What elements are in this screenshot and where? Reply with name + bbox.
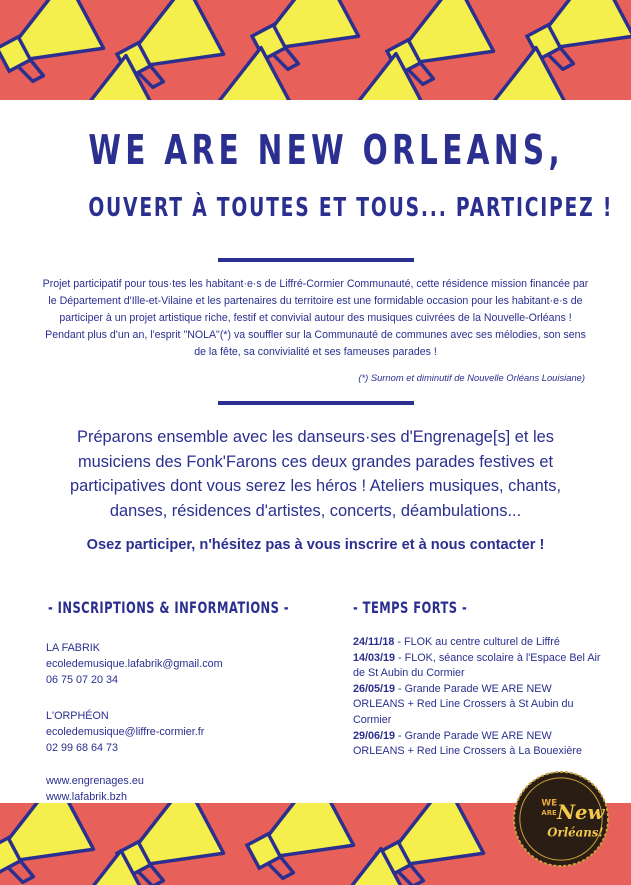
- inscriptions-title: - INSCRIPTIONS & INFORMATIONS -: [48, 598, 290, 617]
- svg-text:WE: WE: [541, 798, 558, 809]
- we-are-new-orleans-logo: [512, 770, 610, 868]
- svg-text:ARE: ARE: [541, 809, 557, 818]
- intro-paragraph: Projet participatif pour tous·tes les habitant·e·s de Liffré-Cormier Communauté, cette résidence mission financée par le Département d'Ille-et-Vilaine et les partenaires du territoire est une formidable occasion pour les habitant·e·s de participer à un projet artistique riche, festif et convivial autour des musiques cuivrées de la Nouvelle-Orléans ! Pendant plus d'un an, l'esprit "NOLA"(*) va souffler sur la Communauté de communes avec ses mélodies, son sens de la fête, sa convivialité et ses fameuses parades !: [42, 278, 589, 358]
- event-item: [353, 729, 601, 760]
- event-date: 26/05/19: [353, 682, 396, 695]
- page-subtitle: OUVERT À TOUTES ET TOUS... PARTICIPEZ !: [88, 193, 614, 223]
- website-link[interactable]: www.engrenages.eu: [46, 775, 144, 787]
- temps-forts-title: - TEMPS FORTS -: [353, 598, 468, 617]
- event-text: - FLOK au centre culturel de Liffré: [394, 636, 560, 648]
- event-date: 14/03/19: [353, 651, 396, 664]
- org-name: L'ORPHÉON: [46, 710, 109, 722]
- event-text: - FLOK, séance scolaire à l'Espace Bel Air de St Aubin du Cormier: [353, 651, 601, 680]
- svg-text:New: New: [557, 801, 605, 824]
- contact-info: [46, 640, 306, 805]
- page-title: WE ARE NEW ORLEANS,: [88, 126, 564, 174]
- divider: [218, 258, 414, 262]
- event-item: [353, 635, 601, 651]
- event-date: 29/06/19: [353, 729, 396, 742]
- main-paragraph: Préparons ensemble avec les danseurs·ses d'Engrenage[s] et les musiciens des Fonk'Farons ces deux grandes parades festives et participatives dont vous serez les héros ! Ateliers musiques, chants, danses, résidences d'artistes, concerts, déambulations...: [69, 428, 562, 520]
- events-list: [353, 635, 601, 760]
- email-link[interactable]: ecoledemusique@liffre-cormier.fr: [46, 726, 205, 738]
- megaphone-pattern-top: [0, 0, 631, 100]
- org-name: LA FABRIK: [46, 642, 101, 654]
- divider: [218, 401, 414, 405]
- footnote: (*) Surnom et diminutif de Nouvelle Orléans Louisiane): [358, 372, 585, 383]
- top-megaphone-band: [0, 0, 631, 100]
- website-link[interactable]: www.lafabrik.bzh: [46, 791, 128, 803]
- event-item: [353, 682, 601, 729]
- event-date: 24/11/18: [353, 636, 395, 648]
- event-item: [353, 651, 601, 682]
- event-text: - Grande Parade WE ARE NEW ORLEANS + Red Line Crossers à La Bouexière: [353, 729, 582, 758]
- phone-number: 02 99 68 64 73: [46, 742, 119, 754]
- svg-text:Orléans!: Orléans!: [547, 825, 604, 840]
- event-text: - Grande Parade WE ARE NEW ORLEANS + Red Line Crossers à St Aubin du Cormier: [353, 682, 574, 726]
- phone-number: 06 75 07 20 34: [46, 674, 119, 686]
- email-link[interactable]: ecoledemusique.lafabrik@gmail.com: [46, 658, 223, 670]
- call-to-action: Osez participer, n'hésitez pas à vous inscrire et à nous contacter !: [86, 537, 545, 553]
